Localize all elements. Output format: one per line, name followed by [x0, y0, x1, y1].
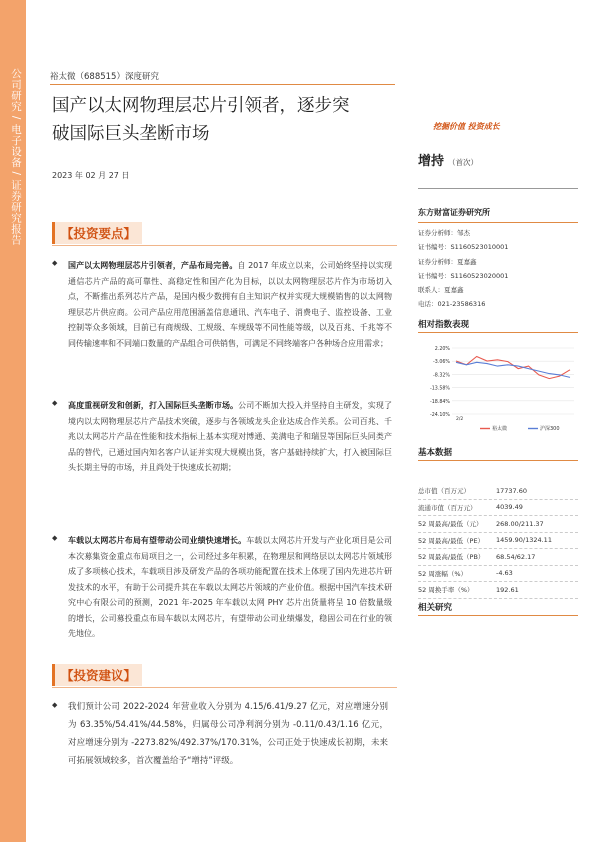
rating-note: （首次）: [448, 158, 479, 167]
page-title: [52, 92, 402, 148]
firm-name: 东方财富证券研究所: [418, 208, 490, 217]
rating-block: [418, 150, 578, 172]
y-tick-label: -8.32%: [433, 373, 450, 379]
divider: [52, 687, 397, 688]
bullet-text: 高度重视研发和创新，打入国际巨头垄断市场。公司不断加大投入并坚持自主研发，实现了境内以太网物理层芯片产品技术突破，逐步与各领域龙头企业达成合作关系。公司百兆、千兆以太网芯片产品在性能和技术指标上基本实现对博通、美满电子和瑞昱等国际巨头同类产品的替代，已通过国内知名客户认证并实现大规模出货，客户基础持续扩大，打入被国际巨头长期主导的市场，并且尚处于快速成长初期；: [68, 401, 393, 472]
y-tick-label: -18.84%: [429, 399, 450, 405]
chart-svg: [418, 340, 578, 436]
table-row: 总市值（百万元） 17737.60: [418, 483, 578, 500]
report-tag-text: 裕太微（688515）深度研究: [50, 72, 159, 82]
bullet-diamond-icon: ◆: [52, 534, 58, 542]
bullet-item: [52, 258, 392, 351]
table-row: 52 周最高/最低（PB） 68.54/62.17: [418, 549, 578, 566]
table-row: 52 周最高/最低（PE） 1459.90/1324.11: [418, 533, 578, 550]
report-tag: [50, 71, 395, 85]
legend-label: 沪深300: [540, 426, 560, 432]
y-tick-label: -24.10%: [429, 413, 450, 418]
sidebar-label: 公司研究 / 电子设备 / 证券研究报告: [10, 68, 22, 246]
tagline: 挖掘价值 投资成长: [433, 122, 500, 131]
analyst-line: 证书编号：S1160523010001: [418, 243, 509, 251]
rating-value: 增持: [418, 154, 445, 169]
bullet-diamond-icon: ◆: [52, 259, 58, 267]
analyst-line: 证券分析师：夏嘉鑫: [418, 258, 477, 266]
basic-data-table: [418, 483, 578, 599]
basic-data-title: 基本数据: [418, 446, 578, 461]
section-heading-points: 【投资要点】: [52, 222, 142, 244]
sidebar: [0, 0, 26, 842]
index-chart-title: 相对指数表现: [418, 318, 578, 333]
title-line-1: 国产以太网物理层芯片引领者，逐步突: [52, 96, 350, 116]
table-row: 52 周最高/最低（元） 268.00/211.37: [418, 516, 578, 533]
bullet-text: 国产以太网物理层芯片引领者，产品布局完善。自 2017 年成立以来，公司始终坚持以实现通信芯片产品的高可靠性、高稳定性和国产化为目标，以以太网物理层芯片作为市场切入点，不断推出系列芯片产品，是国内极少数拥有自主知识产权并实现大规模销售的以太网物理层芯片供应商。公司产品应用范围涵盖信息通讯、汽车电子、消费电子、监控设备、工业控制等众多领域，目前已有商规级、工规级、车规级等不同性能等级，以及百兆、千兆等不同传输速率和不同端口数量的产品组合可供销售，可满足不同终端客户各种场合应用需求；: [68, 261, 392, 348]
analyst-line: 证书编号：S1160523020001: [418, 272, 509, 280]
table-row: 流通市值（百万元） 4039.49: [418, 500, 578, 517]
bullet-text: 车载以太网芯片布局有望带动公司业绩快速增长。车载以太网芯片开发与产业化项目是公司本次募集资金重点布局项目之一，公司经过多年积累，在物理层和网络层以太网芯片领域形成了多项核心技术，车载项目涉及研发产品的各项功能配置在技术上体现了国内先进芯片研发技术的水平，有助于公司提升其在车载以太网芯片领域的产业价值。根据中国汽车技术研究中心有限公司的预测，2021 年-2025 年车载以太网 PHY 芯片出货量将呈 10 倍数量级的增长，公司募投重点布局车载以太网芯片，有望带动公司业绩爆发，稳固公司在行业的领先地位。: [68, 536, 393, 638]
section-heading-advice: 【投资建议】: [52, 664, 142, 686]
bullet-diamond-icon: ◆: [52, 399, 58, 407]
report-date: 2023 年 02 月 27 日: [52, 171, 130, 180]
related-research-title: 相关研究: [418, 601, 578, 616]
y-tick-label: 2.20%: [434, 347, 450, 352]
table-row: 52 周涨幅（%） -4.63: [418, 566, 578, 583]
analyst-line: 电话：021-23586316: [418, 300, 486, 308]
bullet-item: [52, 533, 392, 642]
y-tick-label: -13.58%: [429, 386, 450, 392]
bullet-diamond-icon: ◆: [52, 701, 58, 709]
series-line-0: [456, 357, 570, 379]
legend-label: 裕太微: [492, 426, 508, 432]
table-row: 52 周换手率（%） 192.61: [418, 582, 578, 599]
bullet-item: [52, 398, 392, 476]
relative-index-chart: [418, 340, 578, 436]
divider: [418, 222, 578, 223]
y-tick-label: -3.06%: [433, 360, 450, 366]
x-tick-label: 2/2: [456, 417, 464, 422]
analyst-line: 证券分析师：邹杰: [418, 229, 470, 237]
divider: [52, 245, 397, 246]
analyst-line: 联系人：夏嘉鑫: [418, 286, 464, 294]
divider: [418, 188, 578, 189]
advice-text: 我们预计公司 2022-2024 年营业收入分别为 4.15/6.41/9.27 亿元，对应增速分别为 63.35%/54.41%/44.58%，归属母公司净利润分别为 -0.11/0.43/1.16 亿元，对应增速分别为 -2273.82%/492.37%/170.31%，公司正处于快速成长初期，未来可拓展领域较多，首次覆盖给予“增持”评级。: [68, 702, 388, 766]
title-line-2: 破国际巨头垄断市场: [52, 124, 210, 144]
